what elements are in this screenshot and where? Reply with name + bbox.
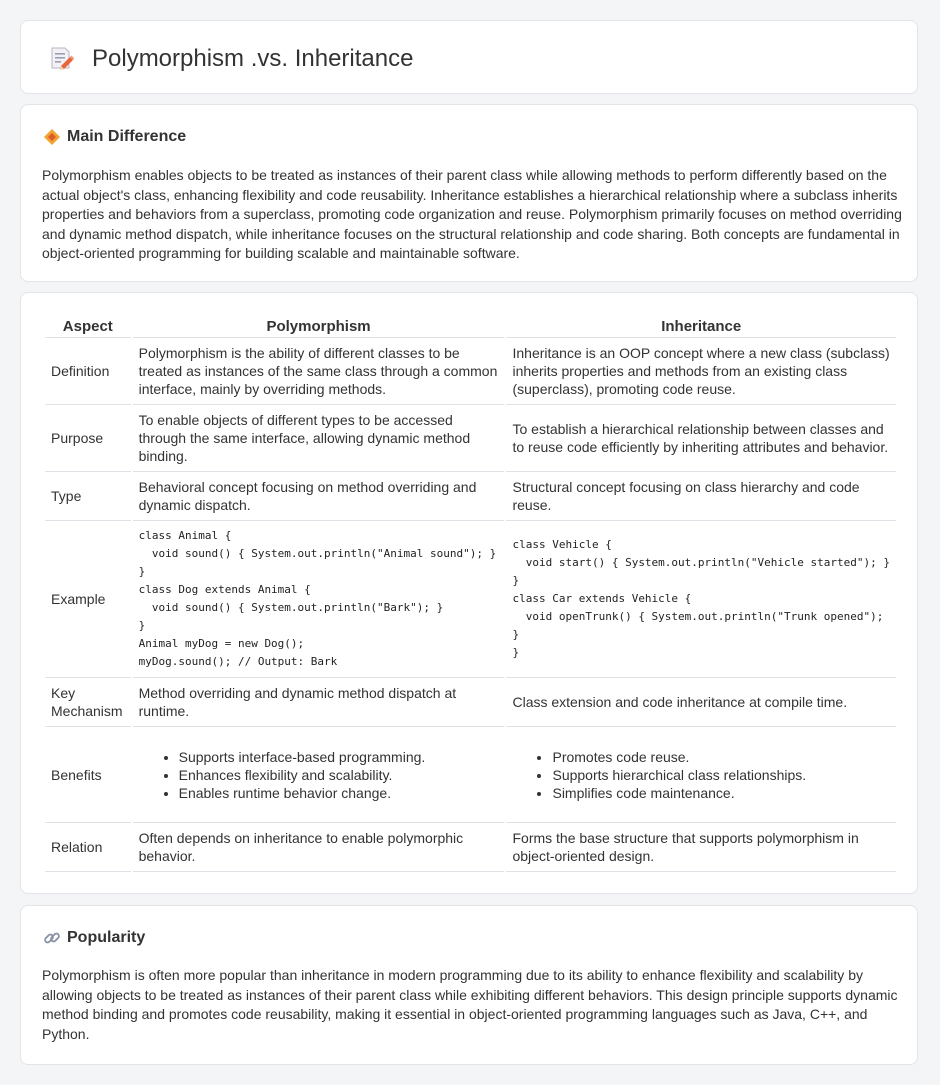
row-aspect: Key Mechanism (45, 678, 131, 727)
table-row (45, 727, 896, 823)
list-item: • Enhances flexibility and scalability. (179, 766, 499, 784)
row-aspect: Example (45, 521, 131, 678)
list-item: • Promotes code reuse. (552, 748, 890, 766)
table-row (45, 823, 896, 872)
list-item: • Enables runtime behavior change. (179, 784, 499, 802)
header-aspect: Aspect (45, 315, 131, 338)
diamond-icon (43, 128, 61, 146)
table-row (45, 521, 896, 678)
popularity-text: Polymorphism is often more popular than inheritance in modern programming due to its ability to enhance flexibility and scalability by allowing objects to be treated as instances of their parent class while exhibiting different behaviors. This design principle supports dynamic method binding and promotes code reusability, making it essential in object-oriented programming languages such as Java, C++, and Python. (42, 967, 898, 1042)
polymorphism-cell: Behavioral concept focusing on method overriding and dynamic dispatch. (133, 472, 505, 521)
memo-pencil-icon (48, 45, 74, 71)
main-difference-text: Polymorphism enables objects to be treated as instances of their parent class while allowing methods to perform differently based on the actual object's class, enhancing flexibility and code reusability. Inheritance establishes a hierarchical relationship where a subclass inherits properties and behaviors from a superclass, promoting code organization and reuse. Polymorphism primarily focuses on method overriding and dynamic method dispatch, while inheritance focuses on the structural relationship and code sharing. Both concepts are fundamental in object-oriented programming for building scalable and maintainable software. (42, 167, 902, 262)
table-header-row (45, 315, 896, 338)
polymorphism-cell (133, 521, 505, 678)
inheritance-cell: Inheritance is an OOP concept where a new class (subclass) inherits properties and methods from an existing class (superclass), promoting code reuse. (506, 338, 896, 405)
polymorphism-cell (133, 727, 505, 823)
popularity-heading: Popularity (67, 929, 146, 946)
inheritance-code-example: class Vehicle { void start() { System.out.println("Vehicle started"); } } class Car extends Vehicle { void openTrunk() { System.out.println("Trunk opened"); } } (512, 538, 890, 659)
link-icon (43, 929, 61, 947)
table-row (45, 472, 896, 521)
inheritance-cell: Class extension and code inheritance at compile time. (506, 678, 896, 727)
main-difference-card (20, 104, 918, 282)
row-aspect: Type (45, 472, 131, 521)
polymorphism-cell: Often depends on inheritance to enable polymorphic behavior. (133, 823, 505, 872)
inheritance-cell: Structural concept focusing on class hierarchy and code reuse. (506, 472, 896, 521)
inheritance-cell (506, 521, 896, 678)
polymorphism-cell: To enable objects of different types to be accessed through the same interface, allowing dynamic method binding. (133, 405, 505, 472)
header-card (20, 20, 918, 94)
polymorphism-cell: Method overriding and dynamic method dispatch at runtime. (133, 678, 505, 727)
main-difference-heading: Main Difference (67, 128, 187, 145)
popularity-card (20, 905, 918, 1065)
row-aspect: Definition (45, 338, 131, 405)
header-polymorphism: Polymorphism (133, 315, 505, 338)
row-aspect: Purpose (45, 405, 131, 472)
list-item: • Simplifies code maintenance. (552, 784, 890, 802)
page-title: Polymorphism .vs. Inheritance (92, 45, 414, 72)
list-item: • Supports hierarchical class relationships. (552, 766, 890, 784)
inheritance-cell (506, 727, 896, 823)
comparison-card (20, 292, 918, 894)
polymorphism-cell: Polymorphism is the ability of different classes to be treated as instances of the same class through a common interface, mainly by overriding methods. (133, 338, 505, 405)
comparison-table (43, 315, 898, 872)
table-row (45, 338, 896, 405)
inheritance-cell: To establish a hierarchical relationship between classes and to reuse code efficiently by inheriting attributes and behavior. (506, 405, 896, 472)
inheritance-cell: Forms the base structure that supports polymorphism in object-oriented design. (506, 823, 896, 872)
header-inheritance: Inheritance (506, 315, 896, 338)
main-difference-header (43, 127, 186, 147)
polymorphism-benefits-list (139, 748, 499, 802)
polymorphism-code-example: class Animal { void sound() { System.out.println("Animal sound"); } } class Dog extends Animal { void sound() { System.out.println("Bark"); } } Animal myDog = new Dog(); myDog.sound(); // Output: Bark (138, 529, 497, 668)
row-aspect: Benefits (45, 727, 131, 823)
inheritance-benefits-list (512, 748, 890, 802)
list-item: • Supports interface-based programming. (179, 748, 499, 766)
row-aspect: Relation (45, 823, 131, 872)
popularity-header (43, 928, 145, 948)
table-row (45, 678, 896, 727)
table-row (45, 405, 896, 472)
